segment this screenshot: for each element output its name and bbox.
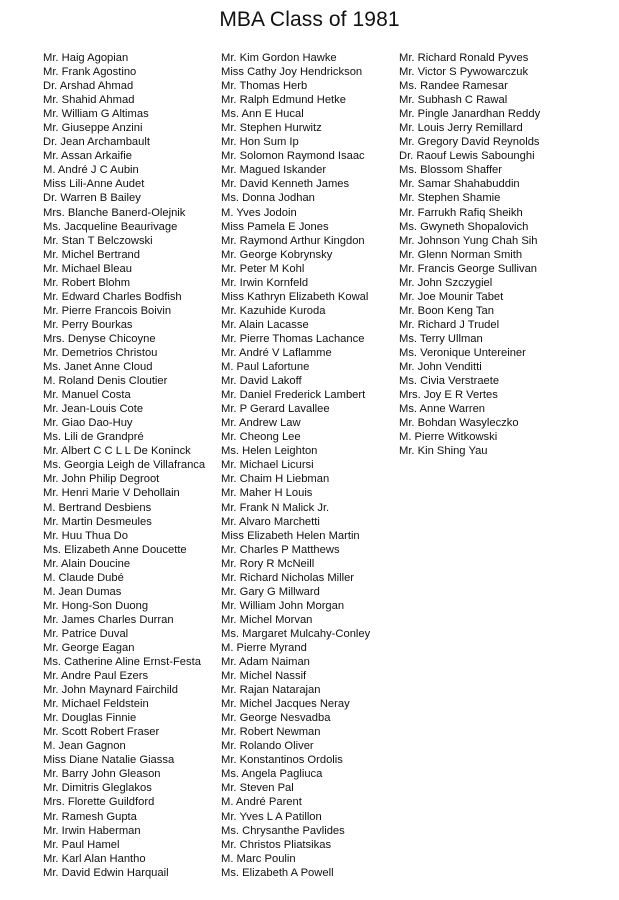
graduate-name: Mr. Rajan Natarajan [221,684,321,697]
graduate-name: Mr. Michael Bleau [43,262,132,275]
name-column-3 [399,51,540,458]
graduate-name: M. Roland Denis Cloutier [43,375,168,388]
graduate-name: Mr. Haig Agopian [43,52,129,64]
graduate-name: Miss Elizabeth Helen Martin [221,529,360,542]
graduate-name: Ms. Angela Pagliuca [221,768,323,781]
graduate-name: Ms. Civia Verstraete [399,375,500,388]
graduate-name: Mr. Bohdan Wasyleczko [399,417,519,430]
graduate-name: Mr. William John Morgan [221,599,345,612]
graduate-name: Mr. Thomas Herb [221,80,308,93]
graduate-name: Mr. George Kobrynsky [221,248,333,261]
graduate-name: Mr. Peter M Kohl [221,262,305,275]
graduate-name: Mr. Irwin Kornfeld [221,276,309,289]
graduate-name: Mr. P Gerard Lavallee [221,403,330,416]
graduate-name: Mr. Christos Pliatsikas [221,838,332,851]
graduate-name: Mr. Frank N Malick Jr. [221,501,330,514]
graduate-name: M. Yves Jodoin [221,206,297,219]
graduate-name: Mr. André V Laflamme [221,346,332,359]
graduate-name: Mr. Pingle Janardhan Reddy [399,108,541,121]
graduate-name: Mr. Daniel Frederick Lambert [221,389,366,402]
graduate-name: Dr. Arshad Ahmad [43,80,134,93]
graduate-name: Mr. Michael Licursi [221,459,314,472]
graduate-name: Mr. Alain Doucine [43,557,131,570]
graduate-name: Mrs. Joy E R Vertes [399,389,498,402]
graduate-name: Mr. Giao Dao-Huy [43,417,133,430]
graduate-name: Mr. Richard Nicholas Miller [221,571,355,584]
graduate-name: Mr. Yves L A Patillon [221,810,322,823]
graduate-name: Mr. Frank Agostino [43,66,137,79]
graduate-name: Mr. Andre Paul Ezers [43,670,149,683]
graduate-name: Mr. Michel Morvan [221,613,313,626]
graduate-name: Mr. David Lakoff [221,375,302,388]
graduate-name: Mr. Kin Shing Yau [399,445,488,458]
graduate-name: M. Pierre Witkowski [399,431,498,444]
graduate-name: Miss Kathryn Elizabeth Kowal [221,290,369,303]
graduate-name: Ms. Chrysanthe Pavlides [221,824,345,837]
graduate-name: Mr. John Philip Degroot [43,473,160,486]
graduate-name: Mr. Michel Bertrand [43,248,140,261]
graduate-name: Mr. Rolando Oliver [221,740,314,753]
graduate-name: Mr. John Szczygiel [399,276,493,289]
graduate-name: Mr. Cheong Lee [221,431,301,444]
graduate-name: Mr. David Edwin Harquail [43,866,169,879]
graduate-name: Mr. Victor S Pywowarczuk [399,66,529,79]
graduate-name: Mr. Karl Alan Hantho [43,852,146,865]
graduate-name: Mr. Barry John Gleason [43,768,161,781]
graduate-name: Mr. Demetrios Christou [43,346,158,359]
graduate-name: Mr. Martin Desmeules [43,515,152,528]
graduate-name: Mr. George Nesvadba [221,712,331,725]
graduate-name: Mr. Robert Blohm [43,276,131,289]
graduate-name: Ms. Helen Leighton [221,445,318,458]
graduate-name: Dr. Warren B Bailey [43,192,141,205]
graduate-name: Mr. Kazuhide Kuroda [221,304,326,317]
graduate-name: Mr. Pierre Thomas Lachance [221,332,365,345]
graduate-name: Mr. Louis Jerry Remillard [399,122,523,135]
graduate-name: Mr. George Eagan [43,641,135,654]
graduate-name: Dr. Jean Archambault [43,136,150,149]
graduate-name: Mr. Henri Marie V Dehollain [43,487,180,500]
graduate-name: Ms. Janet Anne Cloud [43,361,153,374]
graduate-name: Mr. Michael Feldstein [43,698,149,711]
graduate-name: Mr. Subhash C Rawal [399,94,508,107]
graduate-name: M. Jean Dumas [43,585,122,598]
graduate-name: M. Paul Lafortune [221,361,310,374]
graduate-name: Mr. John Venditti [399,361,482,374]
graduate-name: Mr. Robert Newman [221,726,321,739]
graduate-name: Mr. James Charles Durran [43,613,174,626]
graduate-name: Mr. Maher H Louis [221,487,313,500]
graduate-name: Mr. Giuseppe Anzini [43,122,143,135]
graduate-name: Ms. Georgia Leigh de Villafranca [43,459,206,472]
graduate-name: Dr. Raouf Lewis Sabounghi [399,150,535,163]
graduate-name: Ms. Randee Ramesar [399,80,508,93]
graduate-name: Mr. Albert C C L L De Koninck [43,445,191,458]
graduate-name: Miss Cathy Joy Hendrickson [221,66,363,79]
graduate-name: Mr. Chaim H Liebman [221,473,330,486]
graduate-name: Mr. Rory R McNeill [221,557,315,570]
graduate-name: Ms. Veronique Untereiner [399,346,526,359]
graduate-name: Mr. Richard J Trudel [399,318,500,331]
graduate-name: Mr. Gary G Millward [221,585,320,598]
graduate-name: Mr. Alain Lacasse [221,318,309,331]
graduate-name: Mr. Konstantinos Ordolis [221,754,343,767]
graduate-name: Mr. Edward Charles Bodfish [43,290,182,303]
graduate-name: Mr. Douglas Finnie [43,712,137,725]
graduate-name: Mr. Gregory David Reynolds [399,136,540,149]
graduate-name: Mr. Scott Robert Fraser [43,726,160,739]
graduate-name: Mr. Stephen Hurwitz [221,122,322,135]
graduate-name: Mr. Joe Mounir Tabet [399,290,504,303]
graduate-name: Mr. Irwin Haberman [43,824,141,837]
graduate-name: Mr. Ramesh Gupta [43,810,137,823]
graduate-name: Mr. Jean-Louis Cote [43,403,144,416]
graduate-name: Ms. Gwyneth Shopalovich [399,220,529,233]
graduate-name: Mr. Ralph Edmund Hetke [221,94,346,107]
graduate-name: Mrs. Blanche Banerd-Olejnik [43,206,186,219]
graduate-name: Mr. Michel Jacques Neray [221,698,350,711]
graduate-name: Mr. Alvaro Marchetti [221,515,320,528]
graduate-name: Mr. Hon Sum Ip [221,136,299,149]
graduate-name: Mr. Charles P Matthews [221,543,340,556]
graduate-name: Mr. Adam Naiman [221,656,310,669]
graduate-name: Mr. Kim Gordon Hawke [221,52,337,64]
graduate-name: Ms. Ann E Hucal [221,108,304,121]
graduate-name: M. André Parent [221,796,302,809]
graduate-name: Mr. Assan Arkaifie [43,150,132,163]
graduate-name: Mr. Patrice Duval [43,627,129,640]
graduate-name: Mr. Richard Ronald Pyves [399,52,529,64]
name-column-1 [43,51,205,880]
graduate-name: Mr. Magued Iskander [221,164,327,177]
graduate-name: Mr. Stan T Belczowski [43,234,153,247]
graduate-name: Mr. Pierre Francois Boivin [43,304,172,317]
graduate-name: Ms. Anne Warren [399,403,486,416]
graduate-name: M. Marc Poulin [221,852,296,865]
graduate-name: Ms. Terry Ullman [399,332,483,345]
graduate-name: Mr. Boon Keng Tan [399,304,494,317]
graduate-name: Mr. Glenn Norman Smith [399,248,523,261]
graduate-name: M. Jean Gagnon [43,740,126,753]
graduate-name: M. Claude Dubé [43,571,124,584]
graduate-name: Ms. Margaret Mulcahy-Conley [221,627,371,640]
graduate-name: M. André J C Aubin [43,164,139,177]
graduate-name: Mr. John Maynard Fairchild [43,684,178,697]
graduate-name: Mr. Perry Bourkas [43,318,133,331]
graduate-name: Mr. Francis George Sullivan [399,262,538,275]
graduate-name: Mrs. Florette Guildford [43,796,155,809]
name-column-2 [221,51,370,880]
graduate-name: Mr. David Kenneth James [221,178,350,191]
graduate-name: Ms. Donna Jodhan [221,192,315,205]
graduate-name: Mr. Paul Hamel [43,838,120,851]
graduate-name: Mr. William G Altimas [43,108,149,121]
graduate-name: Mr. Huu Thua Do [43,529,128,542]
graduate-name: Mr. Samar Shahabuddin [399,178,520,191]
graduate-name: Ms. Lili de Grandpré [43,431,144,444]
graduate-name: Mr. Michel Nassif [221,670,307,683]
graduate-name: Miss Lili-Anne Audet [43,178,145,191]
graduate-name: Mr. Manuel Costa [43,389,131,402]
graduate-name: Mr. Solomon Raymond Isaac [221,150,365,163]
graduate-name: Mr. Andrew Law [221,417,301,430]
graduate-name: M. Bertrand Desbiens [43,501,152,514]
graduate-name: Mr. Johnson Yung Chah Sih [399,234,538,247]
graduate-name: M. Pierre Myrand [221,641,307,654]
graduate-name: Mrs. Denyse Chicoyne [43,332,156,345]
graduate-name: Ms. Blossom Shaffer [399,164,503,177]
graduate-name: Ms. Elizabeth A Powell [221,866,334,879]
graduate-name: Miss Diane Natalie Giassa [43,754,175,767]
graduate-name: Mr. Raymond Arthur Kingdon [221,234,365,247]
graduate-name: Miss Pamela E Jones [221,220,329,233]
graduate-name: Mr. Dimitris Gleglakos [43,782,152,795]
graduate-name: Mr. Shahid Ahmad [43,94,135,107]
page-title: MBA Class of 1981 [219,8,400,31]
graduate-name: Ms. Jacqueline Beaurivage [43,220,178,233]
graduate-name: Ms. Catherine Aline Ernst-Festa [43,656,201,669]
graduate-name: Mr. Farrukh Rafiq Sheikh [399,206,523,219]
graduate-name: Mr. Steven Pal [221,782,294,795]
graduate-name: Mr. Stephen Shamie [399,192,501,205]
graduate-name: Mr. Hong-Son Duong [43,599,149,612]
graduate-name: Ms. Elizabeth Anne Doucette [43,543,187,556]
